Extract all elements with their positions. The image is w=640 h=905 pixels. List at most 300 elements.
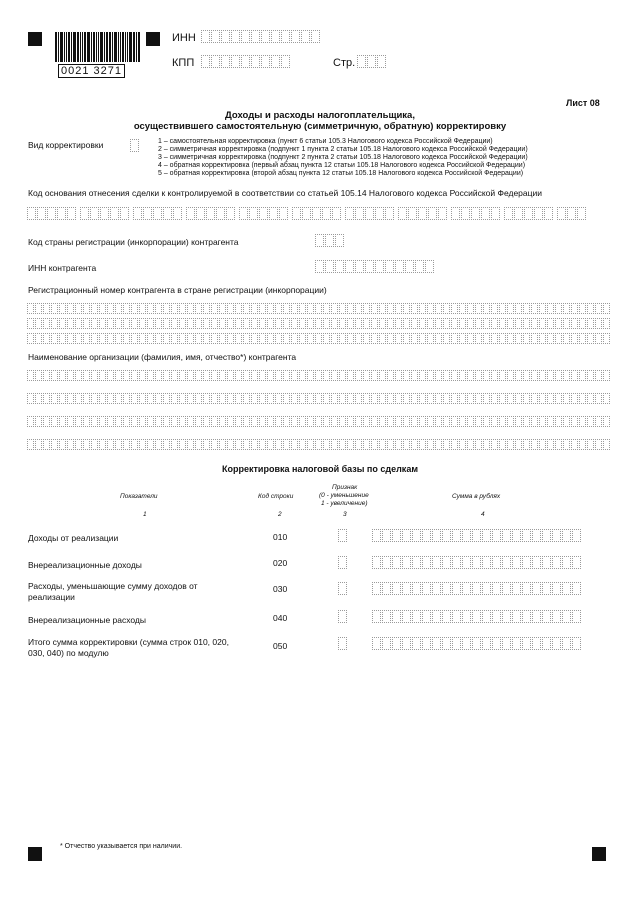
entry-cell[interactable] (531, 393, 538, 404)
entry-cell[interactable] (43, 370, 50, 381)
entry-cell[interactable] (432, 637, 441, 650)
entry-cell[interactable] (571, 303, 578, 314)
entry-cell[interactable] (339, 416, 346, 427)
entry-cell[interactable] (27, 303, 34, 314)
entry-cell[interactable] (363, 370, 370, 381)
entry-cell[interactable] (91, 303, 98, 314)
entry-cell[interactable] (392, 556, 401, 569)
entry-cell[interactable] (442, 610, 451, 623)
entry-cell[interactable] (507, 439, 514, 450)
entry-cell[interactable] (379, 333, 386, 344)
entry-cell[interactable] (562, 582, 571, 595)
entry-cell[interactable] (523, 416, 530, 427)
entry-cell[interactable] (579, 303, 586, 314)
entry-cell[interactable] (339, 333, 346, 344)
entry-cell[interactable] (379, 439, 386, 450)
reg-number-row-2[interactable] (27, 318, 611, 329)
entry-cell[interactable] (539, 303, 546, 314)
entry-cell[interactable] (259, 318, 266, 329)
entry-cell[interactable] (387, 318, 394, 329)
entry-cell[interactable] (523, 303, 530, 314)
entry-cell[interactable] (443, 416, 450, 427)
entry-cell[interactable] (187, 439, 194, 450)
entry-cell[interactable] (115, 393, 122, 404)
entry-cell[interactable] (227, 318, 234, 329)
entry-cell[interactable] (267, 303, 274, 314)
entry-cell[interactable] (595, 333, 602, 344)
entry-cell[interactable] (171, 303, 178, 314)
entry-cell[interactable] (402, 610, 411, 623)
entry-cell[interactable] (123, 333, 130, 344)
entry-cell[interactable] (412, 637, 421, 650)
entry-cell[interactable] (371, 439, 378, 450)
entry-cell[interactable] (206, 207, 215, 220)
entry-cell[interactable] (539, 416, 546, 427)
entry-cell[interactable] (427, 416, 434, 427)
org-name-row-4[interactable] (27, 439, 611, 450)
row-sum-field[interactable] (372, 610, 582, 623)
entry-cell[interactable] (587, 303, 594, 314)
entry-cell[interactable] (451, 318, 458, 329)
entry-cell[interactable] (259, 370, 266, 381)
entry-cell[interactable] (482, 529, 491, 542)
entry-cell[interactable] (603, 318, 610, 329)
entry-cell[interactable] (203, 303, 210, 314)
entry-cell[interactable] (462, 610, 471, 623)
entry-cell[interactable] (555, 303, 562, 314)
entry-cell[interactable] (227, 439, 234, 450)
entry-cell[interactable] (163, 333, 170, 344)
entry-cell[interactable] (462, 637, 471, 650)
entry-cell[interactable] (163, 370, 170, 381)
entry-cell[interactable] (363, 393, 370, 404)
entry-cell[interactable] (155, 416, 162, 427)
entry-cell[interactable] (123, 439, 130, 450)
entry-cell[interactable] (187, 393, 194, 404)
entry-cell[interactable] (143, 207, 152, 220)
entry-cell[interactable] (301, 30, 310, 43)
entry-cell[interactable] (395, 333, 402, 344)
entry-cell[interactable] (531, 318, 538, 329)
entry-cell[interactable] (532, 529, 541, 542)
entry-cell[interactable] (219, 318, 226, 329)
entry-cell[interactable] (283, 303, 290, 314)
entry-cell[interactable] (155, 439, 162, 450)
entry-cell[interactable] (432, 582, 441, 595)
entry-cell[interactable] (115, 318, 122, 329)
reg-number-row-3[interactable] (27, 333, 611, 344)
entry-cell[interactable] (35, 393, 42, 404)
entry-cell[interactable] (435, 318, 442, 329)
entry-cell[interactable] (499, 416, 506, 427)
entry-cell[interactable] (221, 30, 230, 43)
entry-cell[interactable] (392, 637, 401, 650)
entry-cell[interactable] (299, 318, 306, 329)
entry-cell[interactable] (587, 393, 594, 404)
entry-cell[interactable] (579, 439, 586, 450)
entry-cell[interactable] (292, 207, 301, 220)
entry-cell[interactable] (211, 393, 218, 404)
entry-cell[interactable] (572, 582, 581, 595)
entry-cell[interactable] (155, 393, 162, 404)
entry-cell[interactable] (226, 207, 235, 220)
entry-cell[interactable] (339, 318, 346, 329)
entry-cell[interactable] (428, 207, 437, 220)
entry-cell[interactable] (483, 333, 490, 344)
entry-cell[interactable] (51, 416, 58, 427)
entry-cell[interactable] (216, 207, 225, 220)
entry-cell[interactable] (139, 333, 146, 344)
entry-cell[interactable] (115, 370, 122, 381)
entry-cell[interactable] (395, 416, 402, 427)
entry-cell[interactable] (555, 439, 562, 450)
entry-cell[interactable] (315, 370, 322, 381)
entry-cell[interactable] (411, 303, 418, 314)
entry-cell[interactable] (27, 207, 36, 220)
entry-cell[interactable] (422, 610, 431, 623)
entry-cell[interactable] (443, 439, 450, 450)
entry-cell[interactable] (307, 439, 314, 450)
entry-cell[interactable] (27, 416, 34, 427)
entry-cell[interactable] (419, 303, 426, 314)
entry-cell[interactable] (171, 393, 178, 404)
entry-cell[interactable] (595, 370, 602, 381)
entry-cell[interactable] (512, 637, 521, 650)
entry-cell[interactable] (115, 439, 122, 450)
entry-cell[interactable] (472, 529, 481, 542)
entry-cell[interactable] (577, 207, 586, 220)
entry-cell[interactable] (99, 393, 106, 404)
entry-cell[interactable] (51, 318, 58, 329)
entry-cell[interactable] (325, 260, 334, 273)
entry-cell[interactable] (531, 439, 538, 450)
entry-cell[interactable] (462, 529, 471, 542)
entry-cell[interactable] (363, 439, 370, 450)
entry-cell[interactable] (291, 30, 300, 43)
entry-cell[interactable] (467, 303, 474, 314)
entry-cell[interactable] (275, 393, 282, 404)
entry-cell[interactable] (482, 637, 491, 650)
entry-cell[interactable] (375, 207, 384, 220)
entry-cell[interactable] (219, 370, 226, 381)
entry-cell[interactable] (147, 370, 154, 381)
entry-cell[interactable] (492, 637, 501, 650)
entry-cell[interactable] (307, 416, 314, 427)
entry-cell[interactable] (59, 303, 66, 314)
entry-cell[interactable] (392, 582, 401, 595)
entry-cell[interactable] (99, 439, 106, 450)
entry-cell[interactable] (475, 416, 482, 427)
entry-cell[interactable] (171, 439, 178, 450)
entry-cell[interactable] (432, 529, 441, 542)
entry-cell[interactable] (307, 318, 314, 329)
entry-cell[interactable] (387, 333, 394, 344)
entry-cell[interactable] (542, 556, 551, 569)
entry-cell[interactable] (555, 318, 562, 329)
entry-cell[interactable] (299, 439, 306, 450)
entry-cell[interactable] (338, 556, 347, 569)
entry-cell[interactable] (27, 318, 34, 329)
entry-cell[interactable] (547, 416, 554, 427)
entry-cell[interactable] (239, 207, 248, 220)
entry-cell[interactable] (219, 303, 226, 314)
entry-cell[interactable] (259, 303, 266, 314)
entry-cell[interactable] (163, 416, 170, 427)
entry-cell[interactable] (367, 55, 376, 68)
entry-cell[interactable] (347, 416, 354, 427)
entry-cell[interactable] (515, 333, 522, 344)
entry-cell[interactable] (372, 637, 381, 650)
entry-cell[interactable] (507, 370, 514, 381)
entry-cell[interactable] (203, 439, 210, 450)
entry-cell[interactable] (483, 370, 490, 381)
entry-cell[interactable] (451, 439, 458, 450)
entry-cell[interactable] (595, 303, 602, 314)
entry-cell[interactable] (221, 55, 230, 68)
entry-cell[interactable] (579, 318, 586, 329)
entry-cell[interactable] (267, 416, 274, 427)
entry-cell[interactable] (187, 416, 194, 427)
entry-cell[interactable] (163, 318, 170, 329)
entry-cell[interactable] (186, 207, 195, 220)
row-sum-field[interactable] (372, 556, 582, 569)
entry-cell[interactable] (387, 439, 394, 450)
entry-cell[interactable] (562, 637, 571, 650)
org-name-row-1[interactable] (27, 370, 611, 381)
entry-cell[interactable] (587, 370, 594, 381)
entry-cell[interactable] (392, 610, 401, 623)
entry-cell[interactable] (139, 439, 146, 450)
entry-cell[interactable] (475, 370, 482, 381)
entry-cell[interactable] (534, 207, 543, 220)
org-name-row-2[interactable] (27, 393, 611, 404)
entry-cell[interactable] (514, 207, 523, 220)
entry-cell[interactable] (403, 318, 410, 329)
entry-cell[interactable] (269, 207, 278, 220)
entry-cell[interactable] (371, 318, 378, 329)
entry-cell[interactable] (442, 582, 451, 595)
entry-cell[interactable] (75, 416, 82, 427)
entry-cell[interactable] (59, 393, 66, 404)
entry-cell[interactable] (411, 318, 418, 329)
entry-cell[interactable] (482, 556, 491, 569)
entry-cell[interactable] (211, 439, 218, 450)
entry-cell[interactable] (323, 370, 330, 381)
entry-cell[interactable] (482, 582, 491, 595)
entry-cell[interactable] (35, 370, 42, 381)
entry-cell[interactable] (587, 333, 594, 344)
entry-cell[interactable] (387, 416, 394, 427)
entry-cell[interactable] (187, 333, 194, 344)
entry-cell[interactable] (307, 333, 314, 344)
entry-cell[interactable] (475, 303, 482, 314)
entry-cell[interactable] (452, 556, 461, 569)
entry-cell[interactable] (371, 416, 378, 427)
entry-cell[interactable] (325, 234, 334, 247)
entry-cell[interactable] (267, 370, 274, 381)
entry-cell[interactable] (99, 318, 106, 329)
entry-cell[interactable] (472, 610, 481, 623)
entry-cell[interactable] (338, 637, 347, 650)
entry-cell[interactable] (603, 333, 610, 344)
entry-cell[interactable] (375, 260, 384, 273)
entry-cell[interactable] (371, 303, 378, 314)
entry-cell[interactable] (51, 370, 58, 381)
entry-cell[interactable] (331, 333, 338, 344)
entry-cell[interactable] (483, 318, 490, 329)
entry-cell[interactable] (261, 30, 270, 43)
entry-cell[interactable] (227, 416, 234, 427)
entry-cell[interactable] (462, 582, 471, 595)
entry-cell[interactable] (283, 333, 290, 344)
entry-cell[interactable] (502, 582, 511, 595)
entry-cell[interactable] (99, 333, 106, 344)
entry-cell[interactable] (75, 303, 82, 314)
entry-cell[interactable] (235, 393, 242, 404)
entry-cell[interactable] (315, 260, 324, 273)
entry-cell[interactable] (338, 610, 347, 623)
row-sum-field[interactable] (372, 529, 582, 542)
entry-cell[interactable] (515, 318, 522, 329)
inn-counterparty-field[interactable] (315, 260, 435, 273)
entry-cell[interactable] (323, 303, 330, 314)
entry-cell[interactable] (291, 318, 298, 329)
entry-cell[interactable] (427, 318, 434, 329)
entry-cell[interactable] (59, 333, 66, 344)
entry-cell[interactable] (51, 393, 58, 404)
entry-cell[interactable] (547, 370, 554, 381)
entry-cell[interactable] (195, 370, 202, 381)
entry-cell[interactable] (345, 260, 354, 273)
entry-cell[interactable] (552, 529, 561, 542)
entry-cell[interactable] (452, 529, 461, 542)
entry-cell[interactable] (147, 439, 154, 450)
entry-cell[interactable] (267, 439, 274, 450)
entry-cell[interactable] (203, 318, 210, 329)
entry-cell[interactable] (387, 393, 394, 404)
entry-cell[interactable] (371, 393, 378, 404)
entry-cell[interactable] (155, 303, 162, 314)
entry-cell[interactable] (123, 416, 130, 427)
entry-cell[interactable] (75, 439, 82, 450)
entry-cell[interactable] (211, 318, 218, 329)
entry-cell[interactable] (219, 333, 226, 344)
entry-cell[interactable] (371, 370, 378, 381)
entry-cell[interactable] (547, 318, 554, 329)
entry-cell[interactable] (51, 333, 58, 344)
entry-cell[interactable] (279, 207, 288, 220)
row-sum-field[interactable] (372, 582, 582, 595)
entry-cell[interactable] (422, 529, 431, 542)
entry-cell[interactable] (267, 318, 274, 329)
entry-cell[interactable] (531, 370, 538, 381)
entry-cell[interactable] (37, 207, 46, 220)
entry-cell[interactable] (555, 416, 562, 427)
entry-cell[interactable] (432, 610, 441, 623)
entry-cell[interactable] (241, 30, 250, 43)
entry-cell[interactable] (139, 393, 146, 404)
entry-cell[interactable] (196, 207, 205, 220)
entry-cell[interactable] (83, 393, 90, 404)
entry-cell[interactable] (371, 333, 378, 344)
entry-cell[interactable] (355, 439, 362, 450)
entry-cell[interactable] (542, 637, 551, 650)
entry-cell[interactable] (512, 610, 521, 623)
entry-cell[interactable] (283, 370, 290, 381)
entry-cell[interactable] (147, 303, 154, 314)
entry-cell[interactable] (139, 370, 146, 381)
entry-cell[interactable] (395, 439, 402, 450)
entry-cell[interactable] (531, 303, 538, 314)
entry-cell[interactable] (331, 303, 338, 314)
entry-cell[interactable] (372, 582, 381, 595)
correction-type-field[interactable] (130, 139, 140, 152)
entry-cell[interactable] (379, 393, 386, 404)
entry-cell[interactable] (227, 370, 234, 381)
entry-cell[interactable] (163, 393, 170, 404)
entry-cell[interactable] (339, 393, 346, 404)
entry-cell[interactable] (219, 439, 226, 450)
entry-cell[interactable] (195, 333, 202, 344)
entry-cell[interactable] (459, 416, 466, 427)
entry-cell[interactable] (467, 393, 474, 404)
entry-cell[interactable] (523, 370, 530, 381)
entry-cell[interactable] (323, 416, 330, 427)
entry-cell[interactable] (67, 439, 74, 450)
entry-cell[interactable] (110, 207, 119, 220)
entry-cell[interactable] (315, 234, 324, 247)
kpp-field[interactable] (201, 55, 291, 68)
entry-cell[interactable] (403, 439, 410, 450)
entry-cell[interactable] (219, 393, 226, 404)
entry-cell[interactable] (402, 637, 411, 650)
entry-cell[interactable] (491, 303, 498, 314)
entry-cell[interactable] (402, 529, 411, 542)
entry-cell[interactable] (139, 416, 146, 427)
entry-cell[interactable] (515, 439, 522, 450)
entry-cell[interactable] (567, 207, 576, 220)
entry-cell[interactable] (227, 303, 234, 314)
entry-cell[interactable] (522, 582, 531, 595)
entry-cell[interactable] (67, 318, 74, 329)
entry-cell[interactable] (302, 207, 311, 220)
entry-cell[interactable] (47, 207, 56, 220)
entry-cell[interactable] (275, 303, 282, 314)
entry-cell[interactable] (347, 393, 354, 404)
entry-cell[interactable] (462, 556, 471, 569)
entry-cell[interactable] (419, 370, 426, 381)
entry-cell[interactable] (211, 55, 220, 68)
entry-cell[interactable] (403, 416, 410, 427)
entry-cell[interactable] (235, 439, 242, 450)
entry-cell[interactable] (331, 393, 338, 404)
entry-cell[interactable] (459, 333, 466, 344)
entry-cell[interactable] (507, 393, 514, 404)
entry-cell[interactable] (291, 303, 298, 314)
entry-cell[interactable] (339, 370, 346, 381)
entry-cell[interactable] (571, 333, 578, 344)
entry-cell[interactable] (483, 303, 490, 314)
entry-cell[interactable] (539, 439, 546, 450)
inn-field[interactable] (201, 30, 321, 43)
entry-cell[interactable] (187, 318, 194, 329)
entry-cell[interactable] (435, 303, 442, 314)
entry-cell[interactable] (572, 637, 581, 650)
entry-cell[interactable] (179, 303, 186, 314)
entry-cell[interactable] (459, 393, 466, 404)
entry-cell[interactable] (315, 318, 322, 329)
entry-cell[interactable] (512, 529, 521, 542)
